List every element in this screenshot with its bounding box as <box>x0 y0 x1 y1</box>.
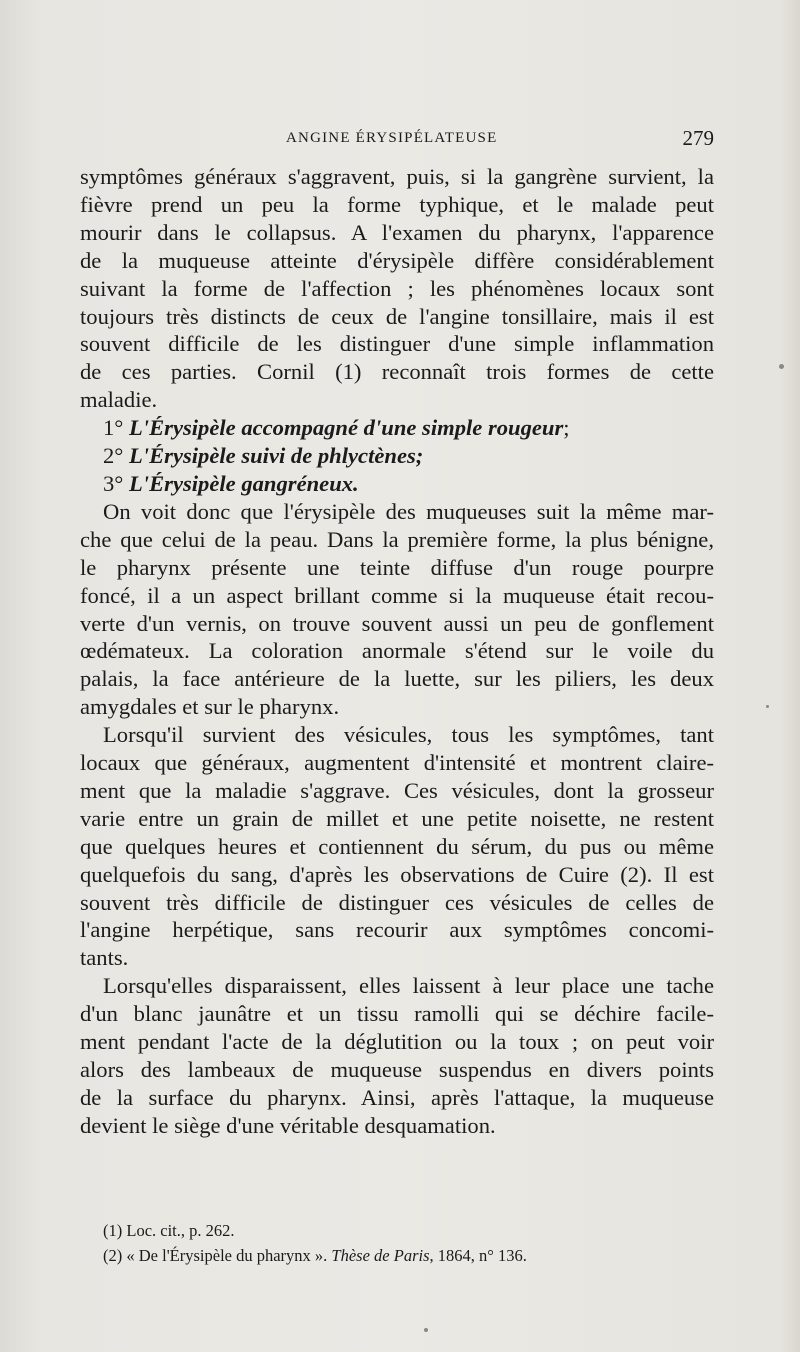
page-number: 279 <box>682 126 714 150</box>
paragraph-1 <box>80 163 714 414</box>
text-line: souvent difficile de les distinguer d'une simple inflammation <box>80 331 714 357</box>
body-text <box>80 163 714 1140</box>
margin-speck <box>779 364 784 369</box>
footnotes <box>103 1218 703 1268</box>
forms-list <box>80 414 714 498</box>
text-line: Lorsqu'elles disparaissent, elles laissent à leur place une tache <box>103 973 714 999</box>
margin-speck <box>424 1328 428 1332</box>
text-line: de la surface du pharynx. Ainsi, après l'attaque, la muqueuse <box>80 1084 714 1110</box>
text-line: locaux que généraux, augmentent d'intensité et montrent claire- <box>80 750 714 776</box>
text-line: de la muqueuse atteinte d'érysipèle diffère considérablement <box>80 247 714 273</box>
list-number: 1° <box>103 415 124 441</box>
text-line: l'angine herpétique, sans recourir aux symptômes concomi- <box>80 917 714 943</box>
text-line: le pharynx présente une teinte diffuse d'un rouge pourpre <box>80 554 714 580</box>
text-line: d'un blanc jaunâtre et un tissu ramolli qui se déchire facile- <box>80 1001 714 1027</box>
list-text: L'Érysipèle suivi de phlyctènes; <box>129 443 424 469</box>
text-line: mourir dans le collapsus. A l'examen du pharynx, l'apparence <box>80 219 714 245</box>
text-line: palais, la face antérieure de la luette, sur les piliers, les deux <box>80 666 714 692</box>
text-line: de ces parties. Cornil (1) reconnaît trois formes de cette <box>80 359 714 385</box>
paragraph-2 <box>80 498 714 721</box>
text-line: Lorsqu'il survient des vésicules, tous les symptômes, tant <box>103 722 714 748</box>
text-line: amygdales et sur le pharynx. <box>80 694 340 720</box>
text-line: alors des lambeaux de muqueuse suspendus en divers points <box>80 1057 714 1082</box>
text-line: œdémateux. La coloration anormale s'étend sur le voile du <box>80 638 714 664</box>
text-line: que quelques heures et contiennent du sérum, du pus ou même <box>80 833 714 859</box>
running-title: ANGINE ÉRYSIPÉLATEUSE <box>286 130 498 146</box>
page-header <box>80 126 714 156</box>
list-item-form-2 <box>80 442 714 470</box>
text-line: maladie. <box>80 387 158 413</box>
footnote-2-suffix: , 1864, n° 136. <box>429 1246 527 1265</box>
paragraph-4 <box>80 972 714 1139</box>
text-line: suivant la forme de l'affection ; les phénomènes locaux sont <box>80 275 714 301</box>
footnote-2-thesis: Thèse de Paris <box>331 1246 430 1265</box>
text-line: ment pendant l'acte de la déglutition ou la toux ; on peut voir <box>80 1029 714 1055</box>
text-line: ment que la maladie s'aggrave. Ces vésicules, dont la grosseur <box>80 777 714 803</box>
list-number: 2° <box>103 443 124 469</box>
list-text: L'Érysipèle accompagné d'une simple rougeur <box>129 415 564 441</box>
list-item-form-1 <box>80 414 714 442</box>
text-line: On voit donc que l'érysipèle des muqueuses suit la même mar- <box>103 498 714 524</box>
text-line: quelquefois du sang, d'après les observations de Cuire (2). Il est <box>80 861 714 887</box>
list-punct: ; <box>563 415 570 441</box>
footnote-2-prefix: (2) « De l'Érysipèle du pharynx ». <box>103 1246 332 1265</box>
footnote-2 <box>103 1243 703 1268</box>
text-line: foncé, il a un aspect brillant comme si la muqueuse était recou- <box>80 582 714 608</box>
margin-speck <box>766 705 769 708</box>
text-line: fièvre prend un peu la forme typhique, et le malade peut <box>80 191 714 217</box>
footnote-1: (1) Loc. cit., p. 262. <box>103 1221 235 1240</box>
paragraph-3 <box>80 721 714 972</box>
text-line: toujours très distincts de ceux de l'angine tonsillaire, mais il est <box>80 303 714 329</box>
text-line: varie entre un grain de millet et une petite noisette, ne restent <box>80 805 714 831</box>
list-text: L'Érysipèle gangréneux. <box>129 470 359 496</box>
text-line: symptômes généraux s'aggravent, puis, si la gangrène survient, la <box>80 164 714 189</box>
text-line: verte d'un vernis, on trouve souvent aussi un peu de gonflement <box>80 610 714 636</box>
text-line: tants. <box>80 945 129 971</box>
text-line: che que celui de la peau. Dans la première forme, la plus bénigne, <box>80 526 714 552</box>
text-line: souvent très difficile de distinguer ces vésicules de celles de <box>80 889 714 915</box>
list-item-form-3 <box>80 470 714 498</box>
text-line: devient le siège d'une véritable desquamation. <box>80 1112 496 1138</box>
list-number: 3° <box>103 470 124 496</box>
